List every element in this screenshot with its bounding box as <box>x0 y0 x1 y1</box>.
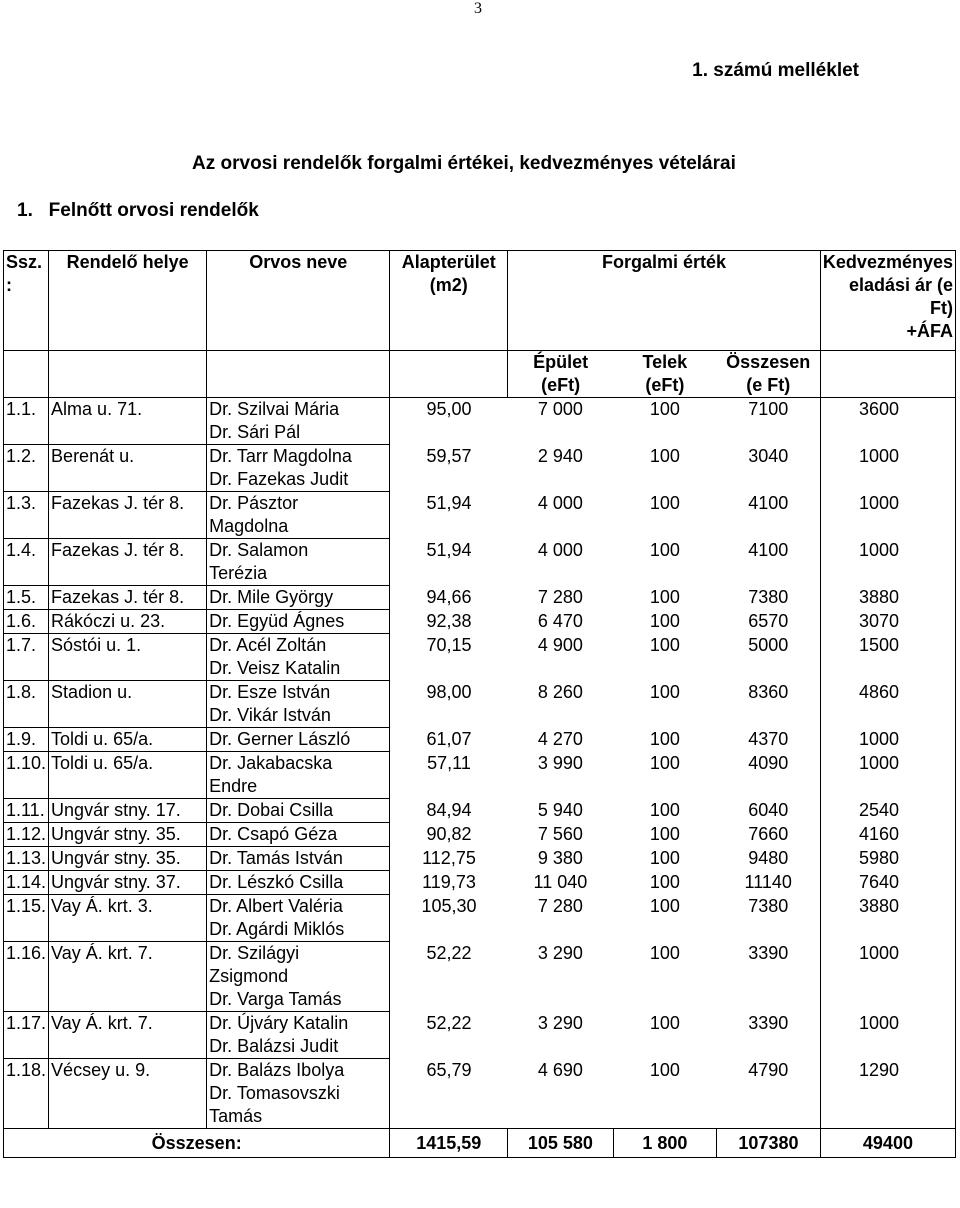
row-place: Ungvár stny. 35. <box>49 823 207 847</box>
row-ssz: 1.13. <box>4 847 49 871</box>
row-ssz: 1.1. <box>4 398 49 445</box>
row-land: 100 <box>649 847 680 868</box>
row-ssz: 1.5. <box>4 586 49 610</box>
row-place: Vay Á. krt. 7. <box>49 1012 207 1059</box>
row-place: Stadion u. <box>49 681 207 728</box>
row-land: 100 <box>649 799 680 820</box>
row-ssz: 1.16. <box>4 942 49 1012</box>
row-land: 100 <box>649 610 680 631</box>
row-land: 100 <box>649 895 680 916</box>
row-doctor: Dr. Balázs Ibolya Dr. Tomasovszki Tamás <box>207 1059 390 1129</box>
row-building: 7 280 <box>537 895 583 916</box>
row-discount: 3600 <box>820 398 955 445</box>
row-ssz: 1.8. <box>4 681 49 728</box>
row-building: 9 380 <box>537 847 583 868</box>
table-row <box>4 823 956 847</box>
row-area: 51,94 <box>390 492 508 539</box>
table-row <box>4 895 956 942</box>
row-ssz: 1.14. <box>4 871 49 895</box>
row-ssz: 1.2. <box>4 445 49 492</box>
row-total: 6040 <box>748 799 789 820</box>
row-area: 94,66 <box>390 586 508 610</box>
row-doctor: Dr. Szilágyi Zsigmond Dr. Varga Tamás <box>207 942 390 1012</box>
row-total: 6570 <box>748 610 789 631</box>
row-discount: 1000 <box>820 942 955 1012</box>
table-row <box>4 752 956 799</box>
row-ssz: 1.10. <box>4 752 49 799</box>
row-discount: 3880 <box>820 895 955 942</box>
row-area: 61,07 <box>390 728 508 752</box>
row-discount: 7640 <box>820 871 955 895</box>
row-doctor: Dr. Dobai Csilla <box>207 799 390 823</box>
row-total: 7380 <box>748 895 789 916</box>
row-place: Alma u. 71. <box>49 398 207 445</box>
row-place: Berenát u. <box>49 445 207 492</box>
row-total: 4100 <box>748 492 789 513</box>
totals-building: 105 580 <box>508 1129 614 1158</box>
row-total: 11140 <box>744 871 792 892</box>
row-doctor: Dr. Tarr Magdolna Dr. Fazekas Judit <box>207 445 390 492</box>
row-total: 8360 <box>748 681 789 702</box>
price-table <box>3 250 956 1158</box>
table-row <box>4 634 956 681</box>
row-doctor: Dr. Újváry Katalin Dr. Balázsi Judit <box>207 1012 390 1059</box>
row-place: Toldi u. 65/a. <box>49 728 207 752</box>
row-place: Fazekas J. tér 8. <box>49 586 207 610</box>
row-land: 100 <box>649 492 680 513</box>
row-place: Fazekas J. tér 8. <box>49 492 207 539</box>
row-doctor: Dr. Együd Ágnes <box>207 610 390 634</box>
row-total: 4790 <box>748 1059 789 1080</box>
row-doctor: Dr. Szilvai Mária Dr. Sári Pál <box>207 398 390 445</box>
row-total: 5000 <box>748 634 789 655</box>
totals-label: Összesen: <box>4 1129 390 1158</box>
row-area: 52,22 <box>390 942 508 1012</box>
row-total: 4370 <box>748 728 789 749</box>
row-doctor: Dr. Csapó Géza <box>207 823 390 847</box>
row-discount: 1500 <box>820 634 955 681</box>
row-discount: 1000 <box>820 445 955 492</box>
row-ssz: 1.12. <box>4 823 49 847</box>
header-total: Összesen (e Ft) <box>717 351 821 398</box>
row-land: 100 <box>649 445 680 466</box>
row-total: 4100 <box>748 539 789 560</box>
row-building: 4 690 <box>537 1059 583 1080</box>
row-doctor: Dr. Gerner László <box>207 728 390 752</box>
row-land: 100 <box>649 728 680 749</box>
row-total: 9480 <box>748 847 789 868</box>
table-row <box>4 539 956 586</box>
row-place: Rákóczi u. 23. <box>49 610 207 634</box>
row-doctor: Dr. Pásztor Magdolna <box>207 492 390 539</box>
header-place: Rendelő helye <box>49 251 207 351</box>
row-building: 3 290 <box>537 1012 583 1033</box>
row-doctor: Dr. Albert Valéria Dr. Agárdi Miklós <box>207 895 390 942</box>
main-title: Az orvosi rendelők forgalmi értékei, kedvezményes vételárai <box>192 153 736 174</box>
row-doctor: Dr. Acél Zoltán Dr. Veisz Katalin <box>207 634 390 681</box>
row-place: Ungvár stny. 37. <box>49 871 207 895</box>
table-row <box>4 942 956 1012</box>
row-total: 7380 <box>748 586 789 607</box>
row-land: 100 <box>649 1059 680 1080</box>
row-land: 100 <box>649 681 680 702</box>
row-ssz: 1.6. <box>4 610 49 634</box>
row-land: 100 <box>649 399 680 419</box>
row-building: 4 900 <box>537 634 583 655</box>
row-building: 7 560 <box>537 823 583 844</box>
row-area: 105,30 <box>390 895 508 942</box>
header-market-value: Forgalmi érték <box>508 251 821 351</box>
row-building: 2 940 <box>537 445 583 466</box>
row-area: 57,11 <box>390 752 508 799</box>
row-total: 7100 <box>748 399 789 419</box>
row-total: 4090 <box>748 752 789 773</box>
row-building: 11 040 <box>533 871 588 892</box>
row-building: 5 940 <box>537 799 583 820</box>
header-area: Alapterület (m2) <box>390 251 508 351</box>
row-discount: 4860 <box>820 681 955 728</box>
header-ssz: Ssz. : <box>4 251 49 351</box>
row-discount: 1000 <box>820 1012 955 1059</box>
row-land: 100 <box>649 871 680 892</box>
row-place: Vay Á. krt. 7. <box>49 942 207 1012</box>
row-building: 6 470 <box>537 610 583 631</box>
row-building: 3 990 <box>537 752 583 773</box>
row-doctor: Dr. Tamás István <box>207 847 390 871</box>
row-ssz: 1.18. <box>4 1059 49 1129</box>
row-total: 3390 <box>748 942 789 963</box>
table-row <box>4 847 956 871</box>
row-doctor: Dr. Mile György <box>207 586 390 610</box>
row-area: 52,22 <box>390 1012 508 1059</box>
row-place: Ungvár stny. 17. <box>49 799 207 823</box>
row-building: 8 260 <box>537 681 583 702</box>
row-area: 90,82 <box>390 823 508 847</box>
row-ssz: 1.11. <box>4 799 49 823</box>
totals-row <box>4 1129 956 1158</box>
row-building: 7 280 <box>537 586 583 607</box>
table-row <box>4 610 956 634</box>
table-row <box>4 445 956 492</box>
row-land: 100 <box>649 539 680 560</box>
row-discount: 1290 <box>820 1059 955 1129</box>
row-place: Ungvár stny. 35. <box>49 847 207 871</box>
totals-land: 1 800 <box>613 1129 716 1158</box>
row-area: 95,00 <box>390 398 508 445</box>
row-building: 7 000 <box>537 399 583 419</box>
row-building: 4 270 <box>537 728 583 749</box>
row-ssz: 1.15. <box>4 895 49 942</box>
row-ssz: 1.17. <box>4 1012 49 1059</box>
row-land: 100 <box>649 823 680 844</box>
section-title: 1. Felnőtt orvosi rendelők <box>17 200 259 221</box>
row-area: 112,75 <box>390 847 508 871</box>
header-land: Telek (eFt) <box>613 351 716 398</box>
row-building: 4 000 <box>537 492 583 513</box>
table-row <box>4 1059 956 1129</box>
table-row <box>4 799 956 823</box>
row-doctor: Dr. Esze István Dr. Vikár István <box>207 681 390 728</box>
table-row <box>4 728 956 752</box>
row-doctor: Dr. Lészkó Csilla <box>207 871 390 895</box>
row-discount: 3880 <box>820 586 955 610</box>
header-building: Épület (eFt) <box>508 351 614 398</box>
row-land: 100 <box>649 586 680 607</box>
row-place: Toldi u. 65/a. <box>49 752 207 799</box>
totals-discount: 49400 <box>820 1129 955 1158</box>
row-building: 3 290 <box>537 942 583 963</box>
row-land: 100 <box>649 1012 680 1033</box>
row-ssz: 1.3. <box>4 492 49 539</box>
row-discount: 4160 <box>820 823 955 847</box>
row-area: 119,73 <box>390 871 508 895</box>
row-place: Vécsey u. 9. <box>49 1059 207 1129</box>
row-discount: 2540 <box>820 799 955 823</box>
row-discount: 3070 <box>820 610 955 634</box>
row-area: 51,94 <box>390 539 508 586</box>
row-building: 4 000 <box>537 539 583 560</box>
page-number: 3 <box>474 0 482 17</box>
table-row <box>4 586 956 610</box>
row-land: 100 <box>649 752 680 773</box>
row-land: 100 <box>649 942 680 963</box>
row-total: 3040 <box>748 445 789 466</box>
row-place: Vay Á. krt. 3. <box>49 895 207 942</box>
table-row <box>4 398 956 445</box>
header-discount: Kedvezményes eladási ár (e Ft) +ÁFA <box>820 251 955 351</box>
row-discount: 1000 <box>820 752 955 799</box>
table-row <box>4 871 956 895</box>
annex-title: 1. számú melléklet <box>692 60 859 81</box>
row-ssz: 1.9. <box>4 728 49 752</box>
table-row <box>4 492 956 539</box>
row-area: 84,94 <box>390 799 508 823</box>
totals-total: 107380 <box>717 1129 821 1158</box>
row-total: 3390 <box>748 1012 789 1033</box>
row-discount: 1000 <box>820 492 955 539</box>
row-doctor: Dr. Salamon Terézia <box>207 539 390 586</box>
row-discount: 1000 <box>820 728 955 752</box>
row-place: Fazekas J. tér 8. <box>49 539 207 586</box>
row-ssz: 1.7. <box>4 634 49 681</box>
row-place: Sóstói u. 1. <box>49 634 207 681</box>
row-land: 100 <box>649 634 680 655</box>
row-total: 7660 <box>748 823 789 844</box>
totals-area: 1415,59 <box>390 1129 508 1158</box>
row-doctor: Dr. Jakabacska Endre <box>207 752 390 799</box>
table-row <box>4 1012 956 1059</box>
table-row <box>4 681 956 728</box>
row-discount: 1000 <box>820 539 955 586</box>
row-ssz: 1.4. <box>4 539 49 586</box>
row-discount: 5980 <box>820 847 955 871</box>
header-doctor: Orvos neve <box>207 251 390 351</box>
row-area: 70,15 <box>390 634 508 681</box>
row-area: 59,57 <box>390 445 508 492</box>
row-area: 98,00 <box>390 681 508 728</box>
row-area: 92,38 <box>390 610 508 634</box>
row-area: 65,79 <box>390 1059 508 1129</box>
